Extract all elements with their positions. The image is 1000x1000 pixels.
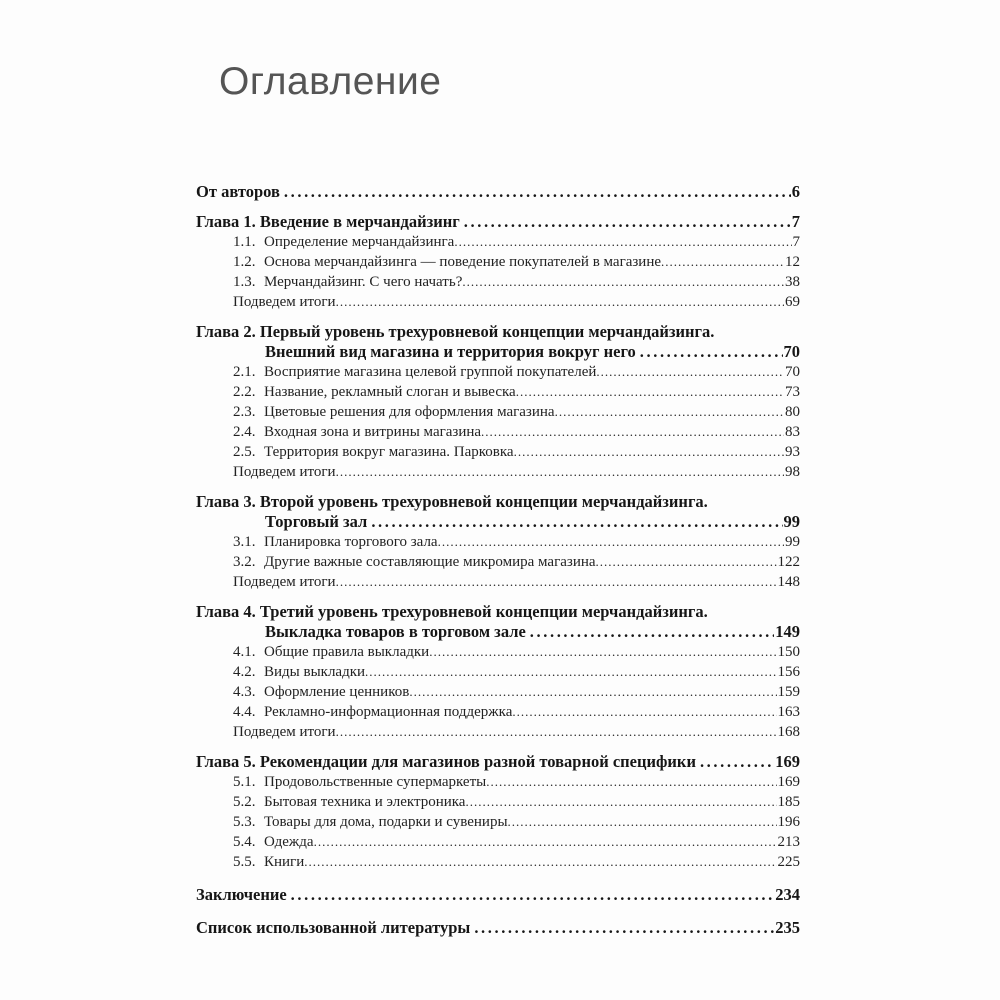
toc-entry-label: Глава 3. Второй уровень трехуровневой концепции мерчандайзинга. [196, 492, 708, 511]
page-number: 70 [785, 364, 800, 380]
toc-entry [196, 572, 800, 592]
toc-entry [196, 532, 800, 552]
dot-leader [304, 852, 776, 872]
page-number: 12 [785, 254, 800, 270]
toc-entry-label: Входная зона и витрины магазина [264, 424, 482, 440]
toc-entry-number: 2.3. [233, 404, 256, 420]
toc-entry-number: 1.2. [233, 254, 256, 270]
dot-leader [465, 792, 776, 812]
toc-entry-label: Бытовая техника и электроника [264, 794, 466, 810]
toc-entry [196, 792, 800, 812]
dot-leader [661, 252, 784, 272]
page-number: 185 [777, 794, 800, 810]
dot-leader [371, 512, 782, 532]
dot-leader [336, 292, 784, 312]
dot-leader [284, 182, 791, 202]
dot-leader [508, 812, 777, 832]
page-number: 99 [783, 512, 800, 531]
dot-leader [365, 662, 776, 682]
toc-entry [196, 362, 800, 382]
page-number: 7 [791, 212, 800, 231]
toc-entry-number: 2.1. [233, 364, 256, 380]
dot-leader [596, 362, 784, 382]
page-number: 234 [775, 885, 800, 904]
toc-entry-label: Внешний вид магазина и территория вокруг него [265, 342, 636, 361]
toc-entry-number: 4.2. [233, 664, 256, 680]
toc-entry [196, 752, 800, 772]
page-title: Оглавление [219, 60, 442, 103]
page-number: 83 [785, 424, 800, 440]
page-number: 235 [775, 918, 800, 937]
dot-leader [514, 442, 784, 462]
page-number: 69 [785, 294, 800, 310]
toc-entry-label: Одежда [264, 834, 314, 850]
toc-entry-label: Подведем итоги [233, 464, 336, 480]
toc-entry-number: 4.3. [233, 684, 256, 700]
toc-entry-label: Основа мерчандайзинга — поведение покупателей в магазине [264, 254, 662, 270]
dot-leader [530, 622, 774, 642]
toc-entry [196, 212, 800, 232]
page-number: 122 [777, 554, 800, 570]
page-number: 70 [783, 342, 800, 361]
toc-entry [196, 182, 800, 202]
toc-entry-number: 2.5. [233, 444, 256, 460]
toc-entry [196, 342, 800, 362]
toc-entry-label: Подведем итоги [233, 574, 336, 590]
dot-leader [438, 532, 784, 552]
page-number: 159 [777, 684, 800, 700]
toc-entry-label: Цветовые решения для оформления магазина [264, 404, 555, 420]
page-number: 99 [785, 534, 800, 550]
toc-entry-label: Другие важные составляющие микромира магазина [264, 554, 596, 570]
toc-entry [196, 292, 800, 312]
dot-leader [486, 772, 776, 792]
page-number: 150 [777, 644, 800, 660]
toc-entry [196, 885, 800, 905]
toc-entry-number: 5.2. [233, 794, 256, 810]
toc-entry-number: 1.1. [233, 234, 256, 250]
toc-entry-label: Оформление ценников [264, 684, 410, 700]
toc-entry-label: Список использованной литературы [196, 918, 471, 937]
toc-entry [196, 702, 800, 722]
page-number: 213 [777, 834, 800, 850]
dot-leader [464, 212, 791, 232]
dot-leader [596, 552, 777, 572]
toc-entry-label: Общие правила выкладки [264, 644, 430, 660]
dot-leader [640, 342, 783, 362]
toc-entry-number: 4.4. [233, 704, 256, 720]
toc-chapter-line1 [196, 602, 800, 622]
toc-entry-label: Территория вокруг магазина. Парковка [264, 444, 514, 460]
toc-chapter-line1 [196, 322, 800, 342]
dot-leader [336, 462, 784, 482]
toc-entry-label: Планировка торгового зала [264, 534, 438, 550]
toc-entry [196, 832, 800, 852]
dot-leader [474, 918, 774, 938]
toc-entry [196, 422, 800, 442]
toc-entry-number: 3.1. [233, 534, 256, 550]
page-number: 169 [775, 752, 800, 771]
toc-entry [196, 402, 800, 422]
dot-leader [429, 642, 776, 662]
toc-entry-label: Товары для дома, подарки и сувениры [264, 814, 508, 830]
dot-leader [454, 232, 791, 252]
toc-entry [196, 252, 800, 272]
page-number: 80 [785, 404, 800, 420]
toc-entry [196, 662, 800, 682]
dot-leader [700, 752, 774, 772]
toc-entry-number: 5.1. [233, 774, 256, 790]
dot-leader [291, 885, 775, 905]
toc-entry [196, 852, 800, 872]
table-of-contents [196, 172, 800, 938]
toc-entry-label: Подведем итоги [233, 724, 336, 740]
toc-entry [196, 512, 800, 532]
page-number: 38 [785, 274, 800, 290]
page-number: 93 [785, 444, 800, 460]
toc-entry-number: 2.2. [233, 384, 256, 400]
toc-entry [196, 272, 800, 292]
page-number: 169 [777, 774, 800, 790]
page-number: 73 [785, 384, 800, 400]
toc-entry-label: Восприятие магазина целевой группой покупателей [264, 364, 597, 380]
dot-leader [516, 382, 784, 402]
dot-leader [336, 572, 777, 592]
toc-entry-number: 2.4. [233, 424, 256, 440]
page-number: 149 [775, 622, 800, 641]
toc-entry-label: Определение мерчандайзинга [264, 234, 455, 250]
toc-entry-label: Виды выкладки [264, 664, 366, 680]
toc-entry-label: Подведем итоги [233, 294, 336, 310]
toc-entry [196, 642, 800, 662]
toc-entry-label: Заключение [196, 885, 287, 904]
toc-entry [196, 722, 800, 742]
toc-entry-number: 1.3. [233, 274, 256, 290]
toc-entry-number: 3.2. [233, 554, 256, 570]
toc-entry [196, 812, 800, 832]
toc-entry-label: Глава 5. Рекомендации для магазинов разной товарной специфики [196, 752, 696, 771]
page-number: 163 [777, 704, 800, 720]
toc-entry-label: Книги [264, 854, 305, 870]
toc-entry [196, 552, 800, 572]
page-number: 7 [792, 234, 800, 250]
page-number: 6 [791, 182, 800, 201]
toc-entry-label: Глава 4. Третий уровень трехуровневой концепции мерчандайзинга. [196, 602, 708, 621]
page-number: 156 [777, 664, 800, 680]
toc-entry [196, 232, 800, 252]
toc-entry-label: Глава 1. Введение в мерчандайзинг [196, 212, 460, 231]
toc-entry-number: 4.1. [233, 644, 256, 660]
toc-entry [196, 918, 800, 938]
toc-entry-number: 5.3. [233, 814, 256, 830]
toc-entry-label: От авторов [196, 182, 280, 201]
toc-entry-label: Выкладка товаров в торговом зале [265, 622, 526, 641]
toc-entry-label: Мерчандайзинг. С чего начать? [264, 274, 463, 290]
toc-entry-label: Глава 2. Первый уровень трехуровневой концепции мерчандайзинга. [196, 322, 715, 341]
toc-entry-number: 5.4. [233, 834, 256, 850]
toc-entry-label: Название, рекламный слоган и вывеска [264, 384, 516, 400]
page-number: 225 [777, 854, 800, 870]
dot-leader [481, 422, 784, 442]
toc-entry [196, 382, 800, 402]
page-number: 168 [777, 724, 800, 740]
dot-leader [314, 832, 777, 852]
dot-leader [336, 722, 777, 742]
toc-entry [196, 772, 800, 792]
toc-entry-label: Продовольственные супермаркеты [264, 774, 487, 790]
toc-entry-label: Торговый зал [265, 512, 368, 531]
toc-chapter-line1 [196, 492, 800, 512]
toc-entry [196, 462, 800, 482]
page-number: 148 [777, 574, 800, 590]
dot-leader [462, 272, 784, 292]
dot-leader [512, 702, 776, 722]
dot-leader [409, 682, 776, 702]
page-number: 98 [785, 464, 800, 480]
toc-entry [196, 442, 800, 462]
toc-entry [196, 682, 800, 702]
toc-entry-label: Рекламно-информационная поддержка [264, 704, 513, 720]
dot-leader [555, 402, 784, 422]
toc-entry-number: 5.5. [233, 854, 256, 870]
page-number: 196 [777, 814, 800, 830]
toc-entry [196, 622, 800, 642]
